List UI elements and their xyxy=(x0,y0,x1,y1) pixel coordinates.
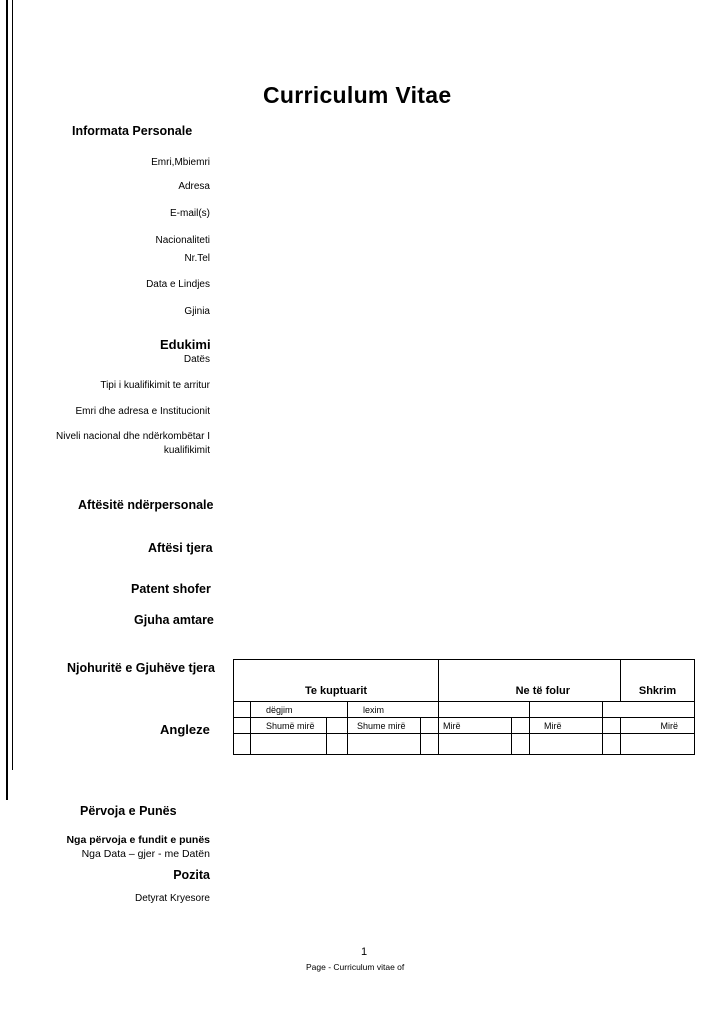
document-title: Curriculum Vitae xyxy=(263,82,452,108)
listening-level: Shumë mirë xyxy=(251,718,327,734)
level-label-line1: Niveli nacional dhe ndërkombëtar I xyxy=(56,431,210,442)
date-range-label: Nga Data – gjer - me Datën xyxy=(81,848,210,860)
institution-label: Emri dhe adresa e Institucionit xyxy=(75,406,210,417)
gender-label: Gjinia xyxy=(184,306,210,317)
margin-line-left-inner xyxy=(12,0,13,770)
writing-level: Mirë xyxy=(621,718,695,734)
mother-tongue-heading: Gjuha amtare xyxy=(134,613,214,627)
footer-text: Page - Curriculum vitae of xyxy=(306,962,405,972)
language-name: Angleze xyxy=(160,722,210,737)
writing-header: Shkrim xyxy=(621,680,695,702)
experience-heading: Përvoja e Punës xyxy=(80,804,177,818)
understanding-header: Te kuptuarit xyxy=(234,680,439,702)
phone-label: Nr.Tel xyxy=(184,253,210,264)
speaking-level-2: Mirë xyxy=(530,718,603,734)
email-label: E-mail(s) xyxy=(170,208,210,219)
reading-level: Shume mirë xyxy=(348,718,421,734)
level-label-line2: kualifikimit xyxy=(163,445,210,456)
duties-label: Detyrat Kryesore xyxy=(134,893,210,904)
nationality-label: Nacionaliteti xyxy=(155,235,210,246)
margin-line-left xyxy=(6,0,8,800)
name-label: Emri,Mbiemri xyxy=(151,157,210,168)
latest-experience-label: Nga përvoja e fundit e punës xyxy=(66,834,210,846)
driving-license-heading: Patent shofer xyxy=(131,582,211,596)
page-number: 1 xyxy=(361,946,368,958)
address-label: Adresa xyxy=(178,181,210,192)
other-skills-heading: Aftësi tjera xyxy=(148,541,213,555)
listening-header: dëgjim xyxy=(251,702,348,718)
other-languages-heading: Njohuritë e Gjuhëve tjera xyxy=(67,661,215,675)
position-label: Pozita xyxy=(173,868,210,882)
reading-header: lexim xyxy=(348,702,439,718)
dates-label: Datës xyxy=(183,354,210,365)
speaking-header: Ne të folur xyxy=(439,680,621,702)
personal-heading: Informata Personale xyxy=(72,124,193,138)
education-heading: Edukimi xyxy=(160,337,211,352)
speaking-level-1: Mirë xyxy=(439,718,512,734)
dob-label: Data e Lindjes xyxy=(146,279,210,290)
language-table xyxy=(233,659,695,755)
interpersonal-skills-heading: Aftësitë ndërpersonale xyxy=(78,498,214,512)
qualification-label: Tipi i kualifikimit te arritur xyxy=(100,380,210,391)
